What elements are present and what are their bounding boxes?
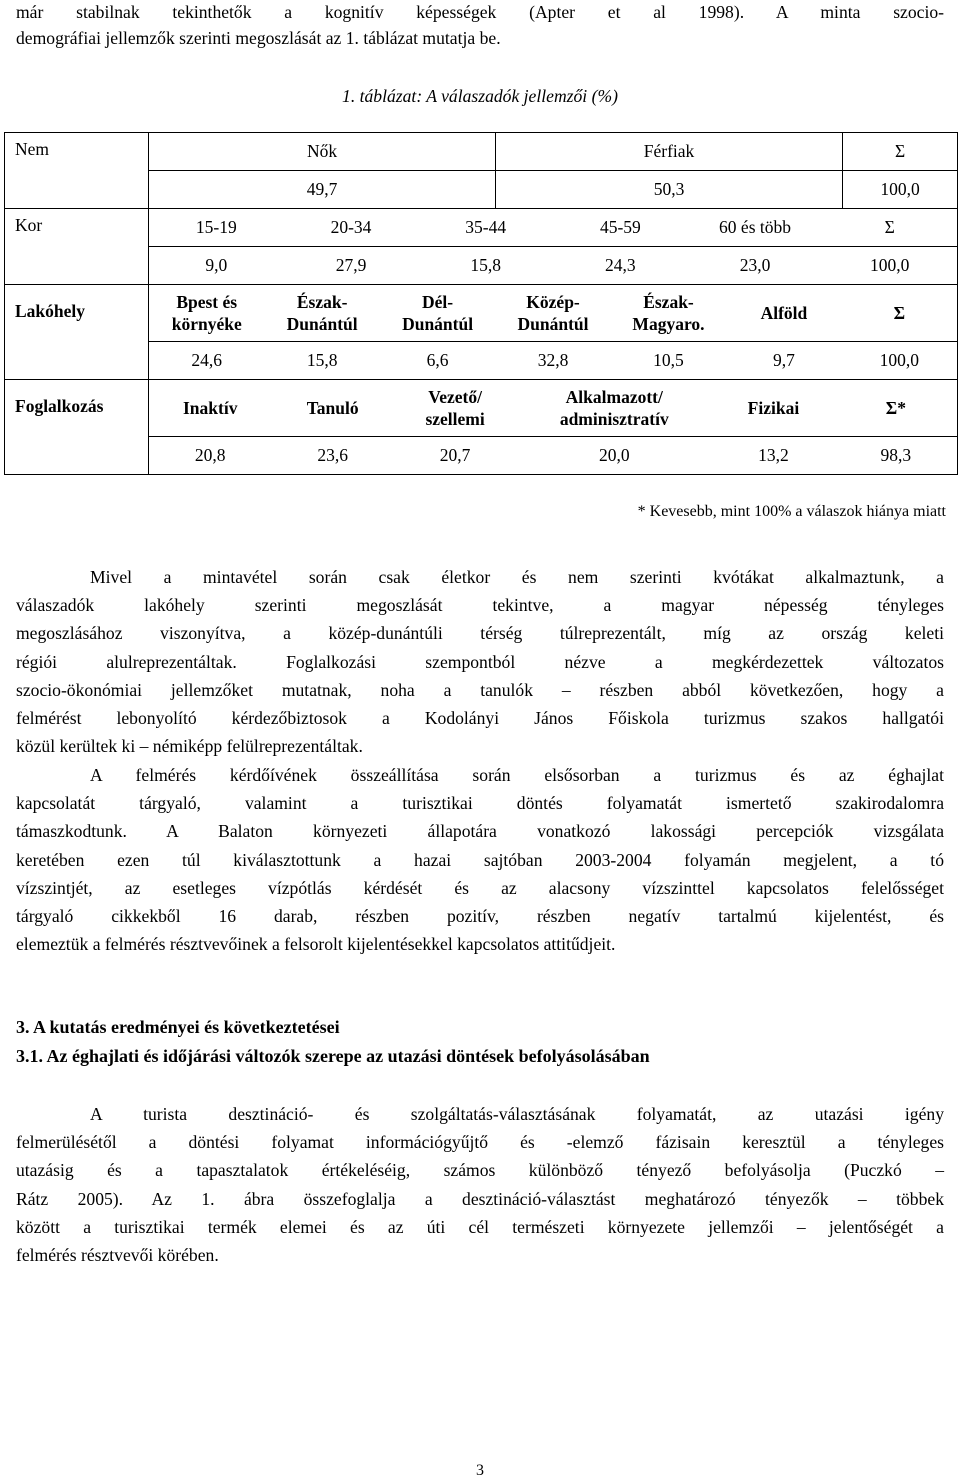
- cell: 24,6: [191, 350, 223, 370]
- cell: Alkalmazott/ adminisztratív: [559, 387, 669, 429]
- row-label-foglalkozas: Foglalkozás: [5, 380, 149, 475]
- cell: Vezető/ szellemi: [425, 387, 485, 429]
- text-line: válaszadók lakóhely szerinti megoszlását tekintve, a magyar népesség tényleges: [16, 595, 944, 615]
- text-line: Rátz 2005). Az 1. ábra összefoglalja a desztináció-választást meghatározó tényezők – többek: [16, 1189, 944, 1209]
- page-number: 3: [476, 1462, 484, 1479]
- cell: Σ: [843, 133, 958, 171]
- table-row: [5, 380, 958, 437]
- cell: 10,5: [653, 350, 684, 370]
- text-line: vízszintjét, az esetleges vízpótlás kérdését és az alacsony vízszinttel kapcsolatos felelősséget: [16, 878, 944, 898]
- cell: 49,7: [149, 171, 496, 209]
- text-line: keretében ezen túl kiválasztottunk a hazai sajtóban 2003-2004 folyamán megjelent, a tó: [16, 850, 944, 870]
- cell: 32,8: [537, 350, 569, 370]
- cell: Férfiak: [496, 133, 843, 171]
- foglalkozas-values-cell: [149, 437, 958, 475]
- text-line: A felmérés kérdőívének összeállítása során elsősorban a turizmus és az éghajlat: [90, 765, 944, 785]
- text-line: elemeztük a felmérés résztvevőinek a felsorolt kijelentésekkel kapcsolatos attitűdjeit.: [16, 934, 616, 954]
- cell: Dél- Dunántúl: [402, 292, 474, 334]
- text-line: A turista desztináció- és szolgáltatás-választásának folyamatát, az utazási igény: [90, 1104, 944, 1124]
- cell: 98,3: [880, 445, 912, 465]
- table-row: [5, 209, 958, 247]
- text-line: szocio-ökonómiai jellemzőket mutatnak, noha a tanulók – részben abból következően, hogy a: [16, 680, 944, 700]
- cell: 60 és több: [719, 217, 791, 237]
- cell: Inaktív: [182, 398, 238, 418]
- respondents-table: [4, 132, 958, 475]
- cell: 9,0: [205, 255, 228, 275]
- cell: Bpest és környéke: [171, 292, 242, 334]
- foglalkozas-header-cell: [149, 380, 958, 437]
- text-line: megoszlásához viszonyítva, a közép-dunántúli térség túlreprezentált, míg az ország keleti: [16, 623, 944, 643]
- table-footnote: * Kevesebb, mint 100% a válaszok hiánya miatt: [637, 503, 946, 520]
- section-heading-3-1: 3.1. Az éghajlati és időjárási változók szerepe az utazási döntések befolyásolásában: [16, 1046, 650, 1066]
- text-line: között a turisztikai termék elemei és az úti cél természeti környezete jellemzői – jelentőségét a: [16, 1217, 944, 1237]
- cell: 20,7: [439, 445, 471, 465]
- cell: Közép- Dunántúl: [517, 292, 589, 334]
- text-line: felmérés résztvevői körében.: [16, 1245, 219, 1265]
- cell: 20-34: [330, 217, 372, 237]
- cell: 100,0: [870, 255, 910, 275]
- text-line: felmérést lebonyolító kérdezőbiztosok a Kodolányi János Főiskola turizmus szakos hallgatói: [16, 708, 944, 728]
- lakohely-header-cell: [149, 285, 958, 342]
- table-row: [5, 133, 958, 171]
- kor-header-cell: [149, 209, 958, 247]
- cell: 20,8: [194, 445, 226, 465]
- cell: 35-44: [465, 217, 507, 237]
- cell: 6,6: [426, 350, 449, 370]
- cell: 13,2: [758, 445, 789, 465]
- kor-values-cell: [149, 247, 958, 285]
- text-line: kapcsolatát tárgyaló, valamint a turisztikai döntés folyamatát ismertető szakirodalomra: [16, 793, 944, 813]
- row-label-kor: Kor: [5, 209, 149, 285]
- lakohely-values-cell: [149, 342, 958, 380]
- cell: 15,8: [470, 255, 501, 275]
- table-caption: 1. táblázat: A válaszadók jellemzői (%): [342, 86, 618, 106]
- cell: Nők: [149, 133, 496, 171]
- cell: 23,0: [739, 255, 771, 275]
- cell: Σ: [884, 217, 895, 237]
- cell: Σ*: [885, 398, 906, 418]
- cell: 23,6: [317, 445, 348, 465]
- cell: Alföld: [760, 303, 808, 323]
- text-line: Mivel a mintavétel során csak életkor és nem szerinti kvótákat alkalmaztunk, a: [90, 567, 944, 587]
- cell: 9,7: [772, 350, 795, 370]
- table-row: [5, 285, 958, 342]
- row-label-nem: Nem: [5, 133, 149, 209]
- cell: Fizikai: [747, 398, 800, 418]
- text-line: utazásig és a tapasztalatok értékeléséig, számos különböző tényező befolyásolja (Puczkó –: [16, 1160, 944, 1180]
- cell: Tanuló: [306, 398, 359, 418]
- row-label-lakohely: Lakóhely: [5, 285, 149, 380]
- intro-line-2: demográfiai jellemzők szerinti megoszlását az 1. táblázat mutatja be.: [16, 28, 501, 48]
- cell: 15-19: [195, 217, 237, 237]
- text-line: régiói alulreprezentáltak. Foglalkozási szempontból nézve a megkérdezettek változatos: [16, 652, 944, 672]
- cell: 45-59: [599, 217, 641, 237]
- text-line: felmerülésétől a döntési folyamat információgyűjtő és -elemző fázisain keresztül a tényleges: [16, 1132, 944, 1152]
- cell: Σ: [893, 303, 906, 323]
- section-heading-3: 3. A kutatás eredményei és következtetései: [16, 1017, 340, 1037]
- cell: Észak- Magyaro.: [632, 292, 705, 334]
- cell: 100,0: [843, 171, 958, 209]
- cell: 20,0: [598, 445, 630, 465]
- text-line: támaszkodtunk. A Balaton környezeti állapotára vonatkozó lakossági percepciók vizsgálata: [16, 821, 944, 841]
- cell: 15,8: [306, 350, 338, 370]
- text-line: tárgyaló cikkekből 16 darab, részben pozitív, részben negatív tartalmú kijelentést, és: [16, 906, 944, 926]
- cell: Észak- Dunántúl: [286, 292, 358, 334]
- text-line: közül kerültek ki – némiképp felülreprezentáltak.: [16, 736, 363, 756]
- cell: 27,9: [335, 255, 367, 275]
- cell: 100,0: [879, 350, 920, 370]
- intro-line-1: már stabilnak tekinthetők a kognitív képességek (Apter et al 1998). A minta szocio-: [16, 2, 944, 22]
- cell: 24,3: [605, 255, 636, 275]
- cell: 50,3: [496, 171, 843, 209]
